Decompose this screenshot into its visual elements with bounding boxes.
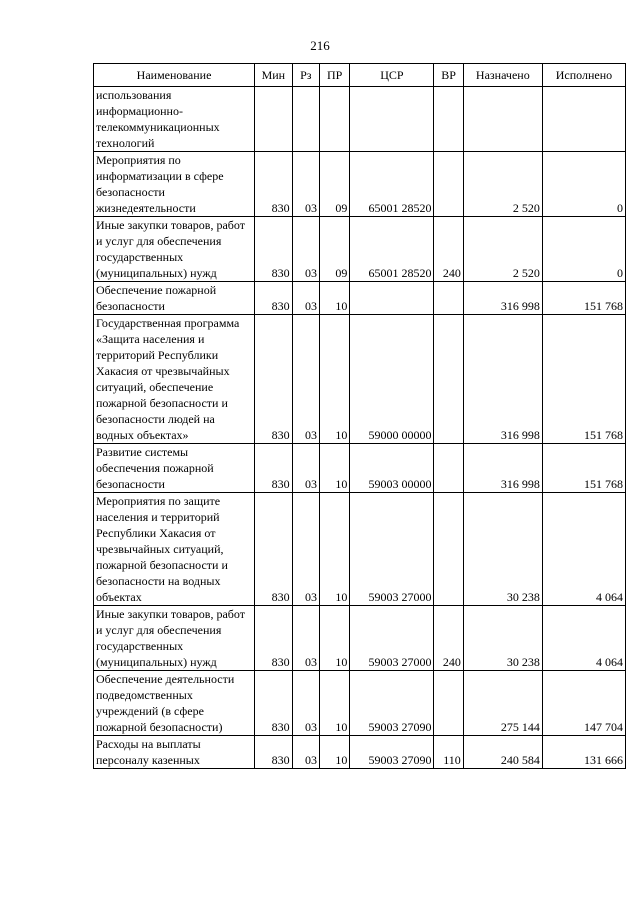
cell-name: Расходы на выплаты персоналу казенных: [94, 736, 255, 769]
cell-csr: 59003 00000: [350, 444, 434, 493]
cell-rz: [292, 87, 319, 152]
cell-assigned: 240 584: [463, 736, 542, 769]
cell-rz: 03: [292, 315, 319, 444]
cell-vr: [434, 444, 463, 493]
table-row: [94, 736, 626, 769]
cell-rz: 03: [292, 493, 319, 606]
cell-pr: 10: [319, 606, 349, 671]
table-row: [94, 217, 626, 282]
table-row: [94, 606, 626, 671]
cell-rz: 03: [292, 606, 319, 671]
table-row: [94, 152, 626, 217]
cell-csr: [350, 282, 434, 315]
cell-pr: 10: [319, 282, 349, 315]
table-row: [94, 671, 626, 736]
table-header-row: [94, 64, 626, 87]
cell-assigned: 2 520: [463, 217, 542, 282]
cell-min: 830: [255, 315, 292, 444]
cell-pr: 09: [319, 152, 349, 217]
cell-vr: [434, 282, 463, 315]
cell-executed: 151 768: [542, 315, 625, 444]
cell-csr: 59003 27090: [350, 736, 434, 769]
cell-pr: 09: [319, 217, 349, 282]
cell-rz: 03: [292, 152, 319, 217]
cell-assigned: [463, 87, 542, 152]
cell-pr: 10: [319, 671, 349, 736]
cell-executed: 0: [542, 152, 625, 217]
column-header: ЦСР: [350, 64, 434, 87]
cell-min: 830: [255, 444, 292, 493]
cell-assigned: 2 520: [463, 152, 542, 217]
cell-rz: 03: [292, 736, 319, 769]
table-row: [94, 315, 626, 444]
cell-vr: 110: [434, 736, 463, 769]
cell-rz: 03: [292, 217, 319, 282]
cell-executed: 151 768: [542, 444, 625, 493]
table-row: [94, 282, 626, 315]
column-header: Мин: [255, 64, 292, 87]
cell-name: Развитие системы обеспечения пожарной безопасности: [94, 444, 255, 493]
cell-executed: 151 768: [542, 282, 625, 315]
cell-name: Мероприятия по защите населения и территорий Республики Хакасия от чрезвычайных ситуаций, пожарной безопасности и безопасности на водных объектах: [94, 493, 255, 606]
cell-vr: [434, 315, 463, 444]
cell-executed: 0: [542, 217, 625, 282]
cell-vr: [434, 493, 463, 606]
cell-csr: 59003 27000: [350, 493, 434, 606]
cell-name: Иные закупки товаров, работ и услуг для обеспечения государственных (муниципальных) нужд: [94, 217, 255, 282]
cell-min: 830: [255, 606, 292, 671]
cell-executed: [542, 87, 625, 152]
cell-csr: [350, 87, 434, 152]
column-header: ПР: [319, 64, 349, 87]
cell-assigned: 316 998: [463, 444, 542, 493]
table-body: [94, 87, 626, 769]
cell-min: 830: [255, 282, 292, 315]
cell-csr: 65001 28520: [350, 152, 434, 217]
cell-assigned: 30 238: [463, 606, 542, 671]
cell-min: 830: [255, 736, 292, 769]
cell-assigned: 275 144: [463, 671, 542, 736]
cell-name: Обеспечение деятельности подведомственных учреждений (в сфере пожарной безопасности): [94, 671, 255, 736]
cell-min: 830: [255, 217, 292, 282]
cell-min: [255, 87, 292, 152]
cell-vr: 240: [434, 606, 463, 671]
cell-csr: 59003 27000: [350, 606, 434, 671]
cell-pr: 10: [319, 493, 349, 606]
cell-vr: [434, 87, 463, 152]
cell-executed: 4 064: [542, 606, 625, 671]
table-row: [94, 87, 626, 152]
cell-vr: 240: [434, 217, 463, 282]
column-header: ВР: [434, 64, 463, 87]
cell-rz: 03: [292, 282, 319, 315]
cell-pr: 10: [319, 736, 349, 769]
cell-pr: [319, 87, 349, 152]
cell-executed: 4 064: [542, 493, 625, 606]
table-row: [94, 493, 626, 606]
table-row: [94, 444, 626, 493]
cell-name: использования информационно-телекоммуникационных технологий: [94, 87, 255, 152]
column-header: Исполнено: [542, 64, 625, 87]
cell-name: Иные закупки товаров, работ и услуг для обеспечения государственных (муниципальных) нужд: [94, 606, 255, 671]
cell-min: 830: [255, 493, 292, 606]
cell-name: Государственная программа «Защита населения и территорий Республики Хакасия от чрезвычайных ситуаций, обеспечение пожарной безопасности и безопасности людей на водных объектах»: [94, 315, 255, 444]
column-header: Наименование: [94, 64, 255, 87]
cell-rz: 03: [292, 671, 319, 736]
cell-csr: 59000 00000: [350, 315, 434, 444]
cell-min: 830: [255, 671, 292, 736]
column-header: Рз: [292, 64, 319, 87]
cell-min: 830: [255, 152, 292, 217]
cell-rz: 03: [292, 444, 319, 493]
cell-csr: 59003 27090: [350, 671, 434, 736]
cell-assigned: 30 238: [463, 493, 542, 606]
cell-name: Обеспечение пожарной безопасности: [94, 282, 255, 315]
budget-table: [93, 63, 626, 769]
page-number: 216: [310, 38, 330, 53]
cell-vr: [434, 671, 463, 736]
cell-pr: 10: [319, 444, 349, 493]
cell-executed: 147 704: [542, 671, 625, 736]
cell-assigned: 316 998: [463, 282, 542, 315]
cell-vr: [434, 152, 463, 217]
cell-csr: 65001 28520: [350, 217, 434, 282]
column-header: Назначено: [463, 64, 542, 87]
cell-pr: 10: [319, 315, 349, 444]
cell-executed: 131 666: [542, 736, 625, 769]
cell-name: Мероприятия по информатизации в сфере безопасности жизнедеятельности: [94, 152, 255, 217]
cell-assigned: 316 998: [463, 315, 542, 444]
